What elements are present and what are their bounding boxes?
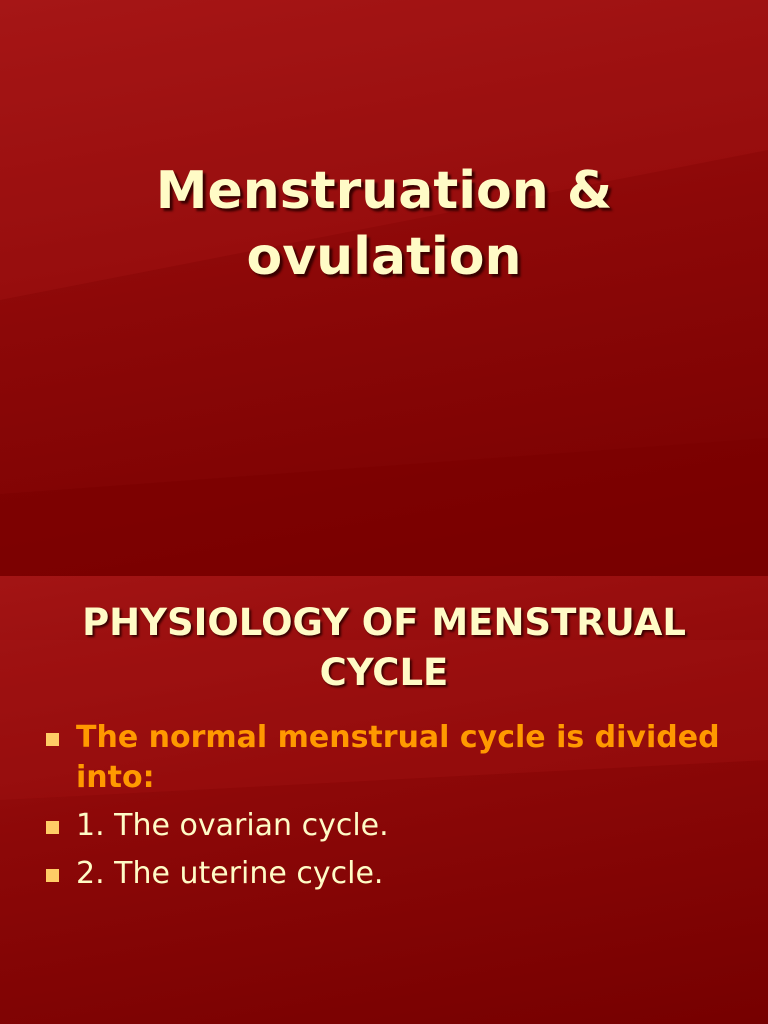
slide-title-line-2: ovulation	[246, 227, 522, 287]
bullet-list	[46, 718, 736, 902]
square-bullet-icon	[46, 869, 59, 882]
content-slide	[0, 576, 768, 1024]
content-slide-title	[20, 598, 748, 698]
square-bullet-icon	[46, 733, 59, 746]
bullet-item	[46, 718, 736, 798]
square-bullet-icon	[46, 821, 59, 834]
slide-title-line-1: Menstruation &	[155, 161, 613, 221]
bullet-item	[46, 854, 736, 894]
content-title-line-1: PHYSIOLOGY OF MENSTRUAL	[82, 601, 686, 644]
bullet-text: The normal menstrual cycle is divided into:	[76, 720, 720, 795]
content-title-line-2: CYCLE	[319, 651, 449, 694]
slide-title	[0, 158, 768, 290]
bullet-item	[46, 806, 736, 846]
bullet-text: 2. The uterine cycle.	[76, 856, 384, 891]
bullet-text: 1. The ovarian cycle.	[76, 808, 389, 843]
